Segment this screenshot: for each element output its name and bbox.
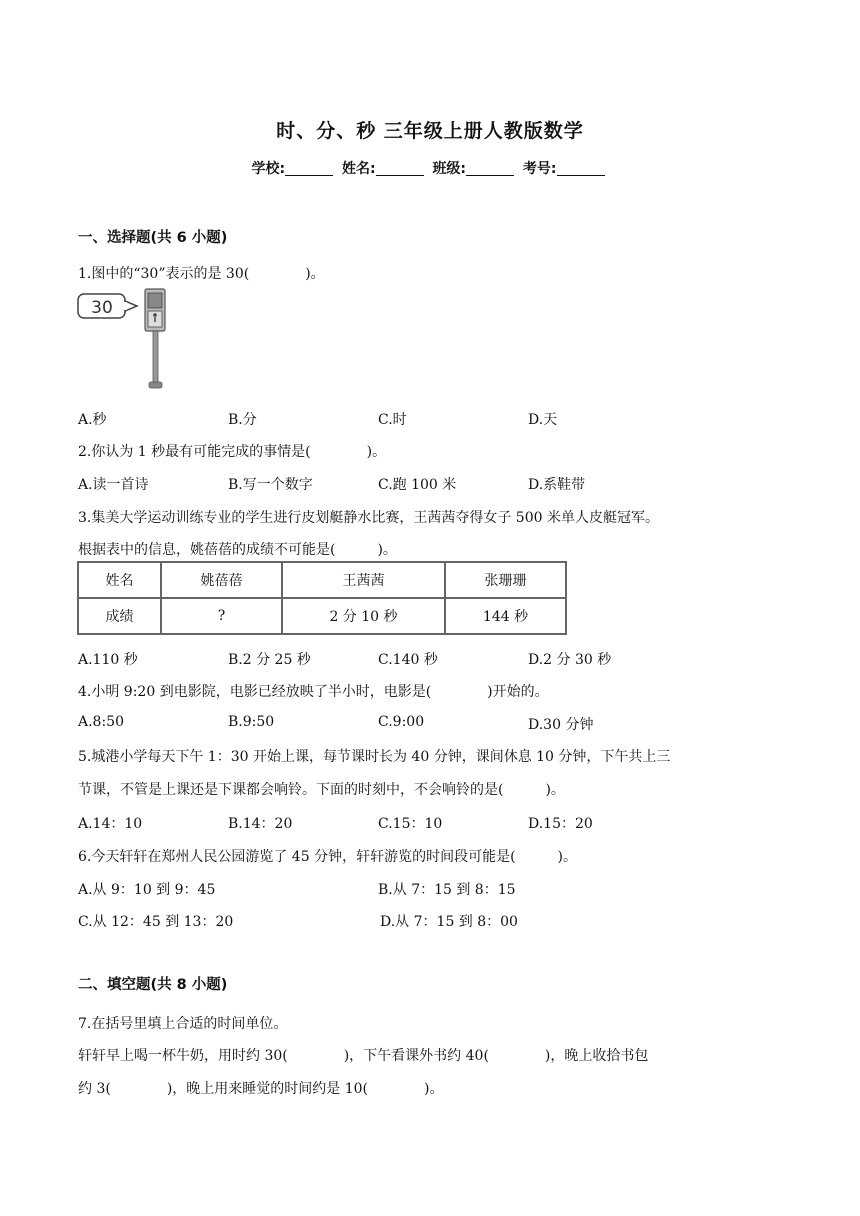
question-5-stem-line-1: 5.城港小学每天下午 1：30 开始上课，每节课时长为 40 分钟，课间休息 10 分钟，下午共上三 (78, 749, 671, 765)
q6-option-b[interactable]: B.从 7：15 到 8：15 (378, 882, 516, 898)
page-title: 时、分、秒 三年级上册人教版数学 (276, 120, 584, 142)
question-3-stem-line-1: 3.集美大学运动训练专业的学生进行皮划艇静水比赛，王茜茜夺得女子 500 米单人皮艇冠军。 (78, 510, 659, 526)
countdown-label: 30 (91, 298, 113, 318)
class-blank[interactable] (466, 161, 514, 176)
field-name: 姓名: (342, 158, 428, 178)
q1-option-b[interactable]: B.分 (228, 412, 257, 428)
question-6-stem: 6.今天轩轩在郑州人民公园游览了 45 分钟，轩轩游览的时间段可能是( )。 (78, 849, 577, 865)
question-7-stem: 7.在括号里填上合适的时间单位。 (78, 1016, 288, 1032)
q5-option-a[interactable]: A.14：10 (78, 816, 143, 832)
q4-option-d[interactable]: D.30 分钟 (528, 717, 594, 733)
field-class: 班级: (432, 158, 518, 178)
q2-option-c[interactable]: C.跑 100 米 (378, 477, 457, 493)
q3-option-d[interactable]: D.2 分 30 秒 (528, 652, 612, 668)
q2-option-d[interactable]: D.系鞋带 (528, 477, 586, 493)
table-header-cell: 张珊珊 (445, 562, 566, 598)
field-exam-number: 考号: (523, 158, 609, 178)
q4-option-a[interactable]: A.8:50 (78, 714, 124, 730)
table-header-cell: 王茜茜 (282, 562, 445, 598)
q5-option-c[interactable]: C.15：10 (378, 816, 443, 832)
q4-option-b[interactable]: B.9:50 (228, 714, 275, 730)
question-7-line-1: 轩轩早上喝一杯牛奶，用时约 30( )，下午看课外书约 40( )，晚上收拾书包 (78, 1048, 649, 1064)
section-heading-fill-in: 二、填空题(共 8 小题) (78, 977, 228, 993)
q2-option-b[interactable]: B.写一个数字 (228, 477, 313, 493)
question-4-stem: 4.小明 9:20 到电影院，电影已经放映了半小时，电影是( )开始的。 (78, 684, 549, 700)
table-header-cell: 姚蓓蓓 (161, 562, 282, 598)
q3-option-b[interactable]: B.2 分 25 秒 (228, 652, 311, 668)
exam-number-blank[interactable] (557, 161, 605, 176)
table-cell: 成绩 (78, 598, 161, 634)
q6-option-a[interactable]: A.从 9：10 到 9：45 (78, 882, 216, 898)
table-cell: 144 秒 (445, 598, 566, 634)
q4-option-c[interactable]: C.9:00 (378, 714, 425, 730)
question-5-stem-line-2: 节课，不管是上课还是下课都会响铃。下面的时刻中，不会响铃的是( )。 (78, 782, 565, 798)
question-7-line-2: 约 3( )，晚上用来睡觉的时间约是 10( )。 (78, 1081, 444, 1097)
q1-option-a[interactable]: A.秒 (78, 412, 107, 428)
name-blank[interactable] (376, 161, 424, 176)
question-1-stem: 1.图中的“30”表示的是 30( )。 (78, 266, 325, 282)
student-info-fields (0, 158, 860, 178)
question-2-stem: 2.你认为 1 秒最有可能完成的事情是( )。 (78, 444, 387, 460)
q5-option-b[interactable]: B.14：20 (228, 816, 293, 832)
field-school: 学校: (251, 158, 337, 178)
school-blank[interactable] (285, 161, 333, 176)
pedestrian-signal-image (77, 288, 177, 392)
section-heading-choice: 一、选择题(共 6 小题) (78, 230, 228, 246)
table-row (78, 562, 566, 598)
q6-option-c[interactable]: C.从 12：45 到 13：20 (78, 914, 234, 930)
q3-option-c[interactable]: C.140 秒 (378, 652, 438, 668)
question-3-stem-line-2: 根据表中的信息，姚蓓蓓的成绩不可能是( )。 (78, 542, 397, 558)
table-header-cell: 姓名 (78, 562, 161, 598)
table-cell: 2 分 10 秒 (282, 598, 445, 634)
table-row (78, 598, 566, 634)
table-cell: ? (161, 598, 282, 634)
q3-option-a[interactable]: A.110 秒 (78, 652, 138, 668)
q1-option-d[interactable]: D.天 (528, 412, 558, 428)
q5-option-d[interactable]: D.15：20 (528, 816, 593, 832)
q2-option-a[interactable]: A.读一首诗 (78, 477, 149, 493)
q1-option-c[interactable]: C.时 (378, 412, 407, 428)
results-table (77, 561, 567, 635)
q6-option-d[interactable]: D.从 7：15 到 8：00 (380, 914, 518, 930)
